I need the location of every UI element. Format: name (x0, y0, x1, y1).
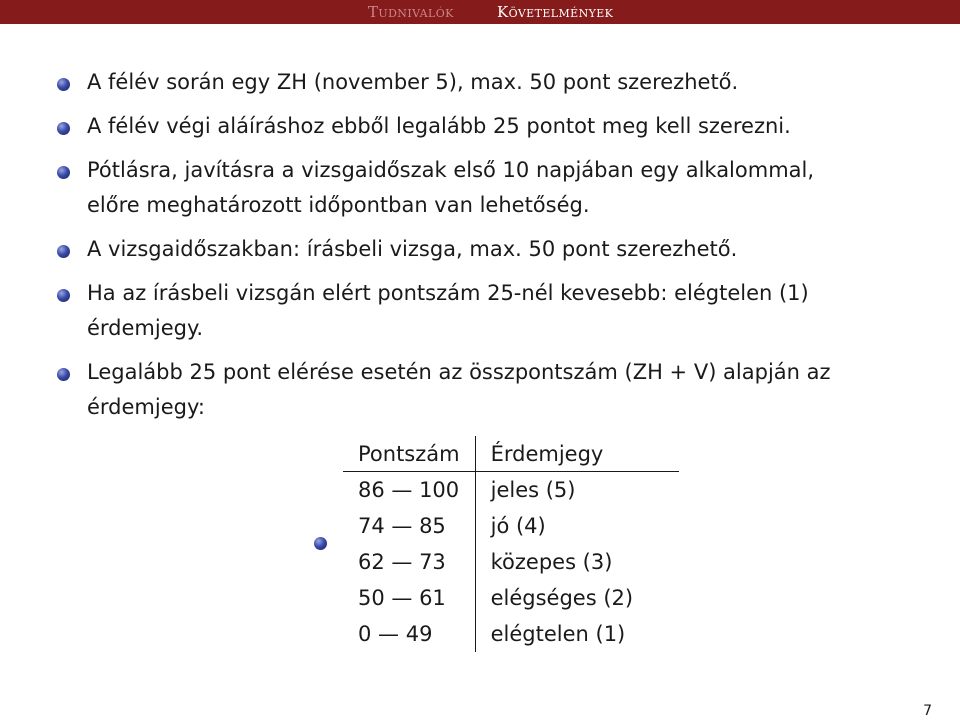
table-cell-grade: elégséges (2) (490, 586, 634, 610)
bullet-text-line: A vizsgaidőszakban: írásbeli vizsga, max. 50 pont szerezhető. (87, 237, 738, 261)
bullet-item (87, 65, 947, 100)
ball-bullet-icon (314, 537, 327, 550)
bullet-text-line: Pótlásra, javításra a vizsgaidőszak első 10 napjában egy alkalommal, (87, 158, 815, 182)
nav-tab-kovetelmenyek[interactable]: Követelmények (497, 3, 614, 21)
table-row (343, 472, 679, 509)
column-header-erdemjegy: Érdemjegy (490, 441, 604, 466)
table-row (343, 544, 679, 580)
bullet-text-line: Legalább 25 pont elérése esetén az összpontszám (ZH + V) alapján az (87, 360, 831, 384)
table-cell-grade: jeles (5) (490, 478, 576, 502)
table-cell-score: 0 — 49 (343, 616, 475, 652)
navigation-bar (0, 0, 960, 24)
bullet-item (87, 153, 947, 223)
ball-bullet-icon (57, 166, 70, 179)
table-cell-grade: jó (4) (490, 514, 546, 538)
ball-bullet-icon (57, 245, 70, 258)
ball-bullet-icon (57, 368, 70, 381)
grade-table (343, 436, 679, 652)
table-header-row (343, 436, 679, 472)
table-cell-score: 62 — 73 (343, 544, 475, 580)
bullet-text-line: A félév végi aláíráshoz ebből legalább 25 pontot meg kell szerezni. (87, 114, 791, 138)
page-number: 7 (923, 703, 932, 719)
table-row (343, 580, 679, 616)
table-cell-score: 74 — 85 (343, 508, 475, 544)
bullet-item (87, 109, 947, 144)
bullet-text-line: előre meghatározott időpontban van lehetőség. (87, 193, 590, 217)
table-row (343, 616, 679, 652)
table-cell-grade: elégtelen (1) (490, 622, 626, 646)
table-cell-grade: közepes (3) (490, 550, 613, 574)
bullet-text-line: Ha az írásbeli vizsgán elért pontszám 25-nél kevesebb: elégtelen (1) (87, 281, 809, 305)
bullet-item (87, 232, 947, 267)
bullet-text-line: A félév során egy ZH (november 5), max. 50 pont szerezhető. (87, 70, 739, 94)
ball-bullet-icon (57, 78, 70, 91)
bullet-text-line: érdemjegy. (87, 316, 204, 340)
bullet-item (87, 276, 947, 346)
table-row (343, 508, 679, 544)
bullet-item (87, 355, 947, 425)
column-header-pontszam: Pontszám (343, 436, 475, 472)
table-cell-score: 86 — 100 (343, 472, 475, 509)
nav-tab-tudnivalok[interactable]: Tudnivalók (368, 3, 454, 21)
ball-bullet-icon (57, 122, 70, 135)
bullet-text-line: érdemjegy: (87, 395, 205, 419)
table-cell-score: 50 — 61 (343, 580, 475, 616)
ball-bullet-icon (57, 289, 70, 302)
